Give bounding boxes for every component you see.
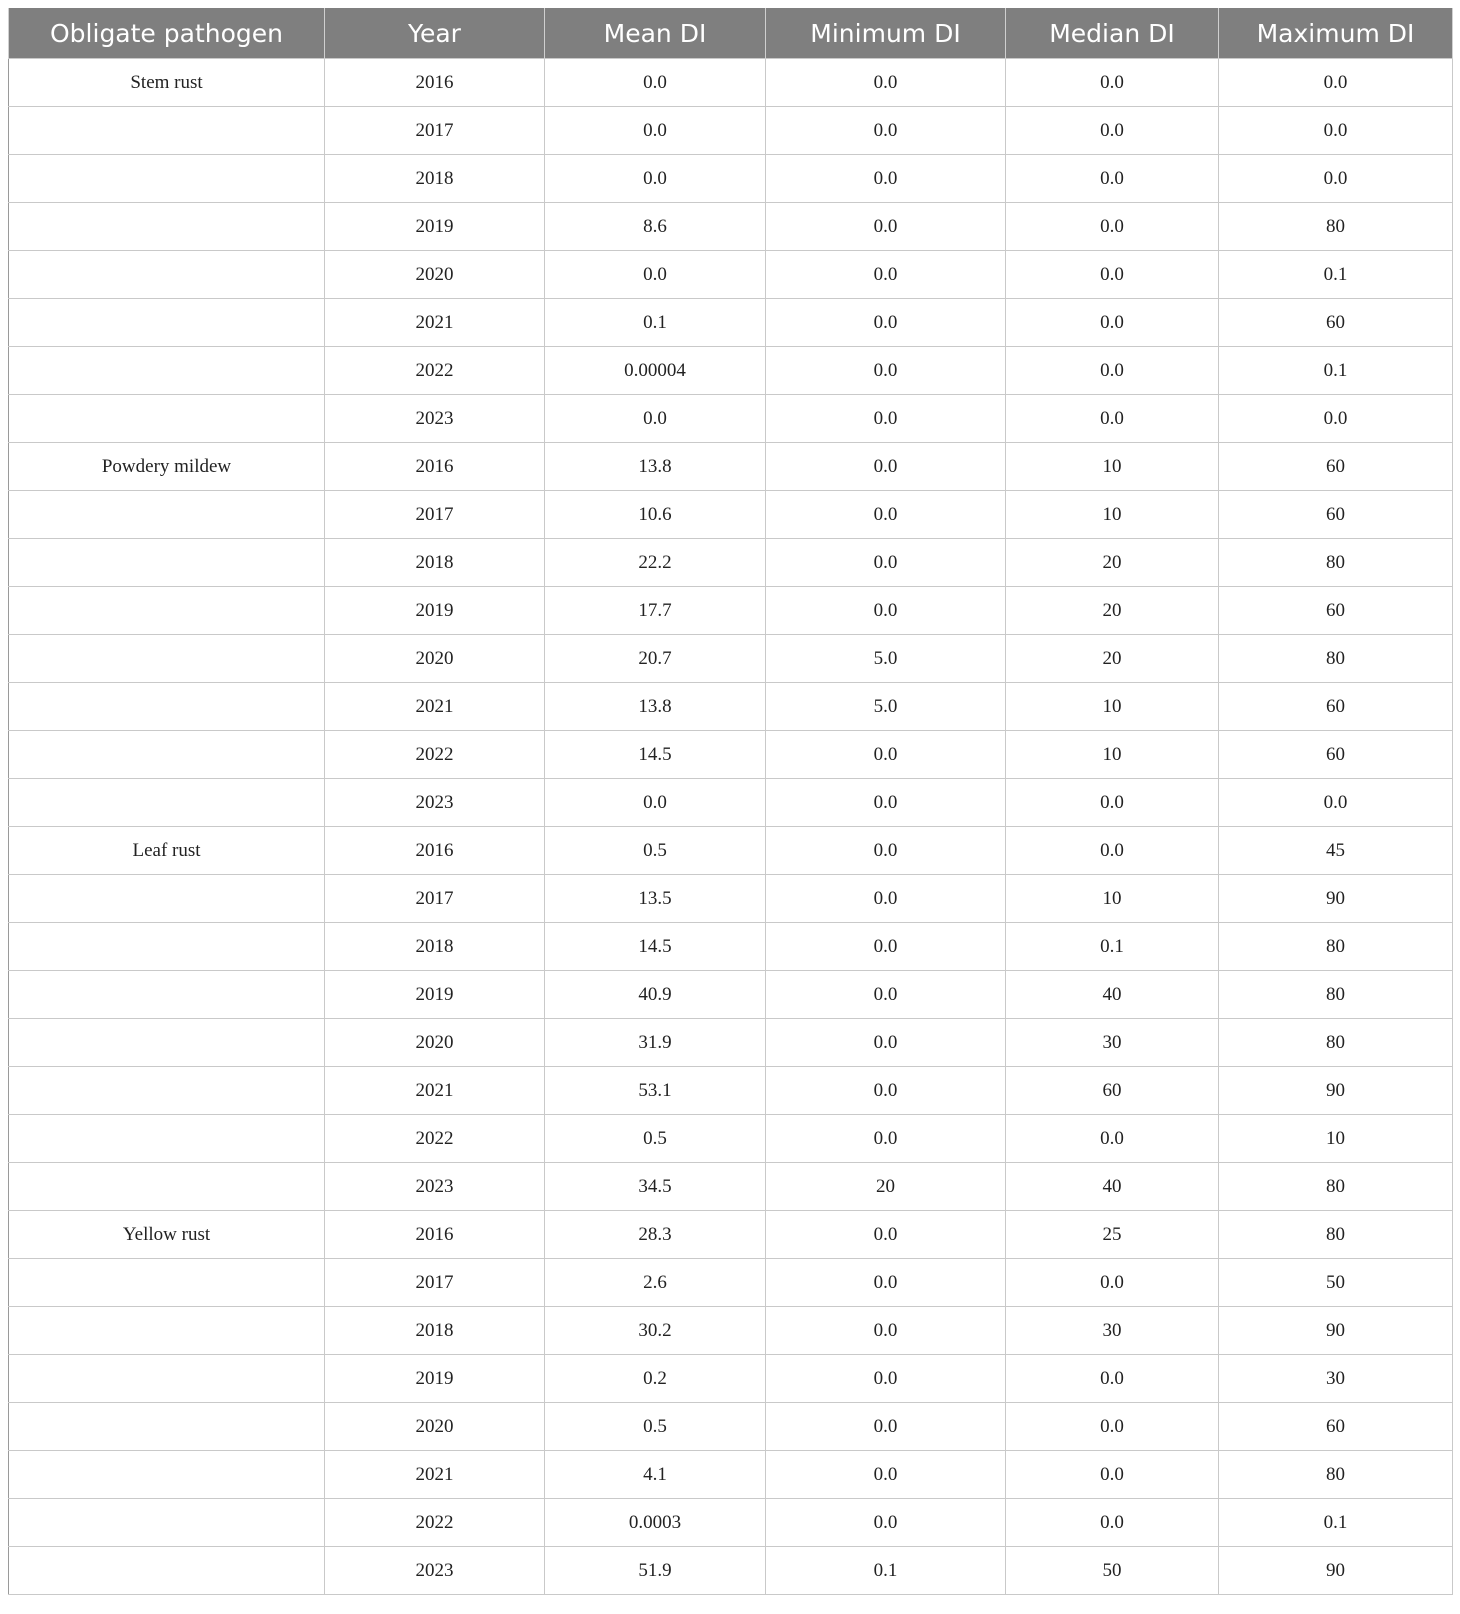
cell-mean-di: 14.5 [545, 731, 766, 779]
cell-year: 2018 [325, 1307, 545, 1355]
cell-median-di: 0.0 [1006, 59, 1219, 107]
cell-pathogen [9, 1115, 325, 1163]
cell-median-di: 0.0 [1006, 107, 1219, 155]
cell-pathogen: Yellow rust [9, 1211, 325, 1259]
cell-minimum-di: 0.1 [766, 1547, 1006, 1595]
cell-maximum-di: 0.0 [1219, 395, 1453, 443]
cell-minimum-di: 0.0 [766, 827, 1006, 875]
cell-maximum-di: 0.1 [1219, 1499, 1453, 1547]
cell-median-di: 0.0 [1006, 1355, 1219, 1403]
cell-minimum-di: 0.0 [766, 539, 1006, 587]
cell-maximum-di: 90 [1219, 1067, 1453, 1115]
header-minimum-di: Minimum DI [766, 8, 1006, 59]
cell-pathogen [9, 1163, 325, 1211]
cell-mean-di: 10.6 [545, 491, 766, 539]
cell-maximum-di: 90 [1219, 1307, 1453, 1355]
cell-year: 2016 [325, 827, 545, 875]
cell-pathogen [9, 203, 325, 251]
cell-median-di: 30 [1006, 1019, 1219, 1067]
cell-maximum-di: 80 [1219, 1451, 1453, 1499]
cell-year: 2020 [325, 251, 545, 299]
cell-minimum-di: 0.0 [766, 923, 1006, 971]
cell-minimum-di: 0.0 [766, 203, 1006, 251]
cell-median-di: 20 [1006, 539, 1219, 587]
cell-maximum-di: 80 [1219, 923, 1453, 971]
cell-minimum-di: 0.0 [766, 875, 1006, 923]
cell-mean-di: 13.8 [545, 683, 766, 731]
cell-year: 2016 [325, 1211, 545, 1259]
cell-maximum-di: 80 [1219, 1211, 1453, 1259]
cell-median-di: 0.0 [1006, 395, 1219, 443]
cell-year: 2016 [325, 443, 545, 491]
cell-maximum-di: 60 [1219, 491, 1453, 539]
cell-pathogen [9, 731, 325, 779]
table-row [9, 1307, 1453, 1355]
cell-maximum-di: 45 [1219, 827, 1453, 875]
table-row [9, 1259, 1453, 1307]
cell-year: 2021 [325, 1067, 545, 1115]
cell-pathogen [9, 299, 325, 347]
table-row [9, 1451, 1453, 1499]
cell-pathogen [9, 491, 325, 539]
table-row [9, 443, 1453, 491]
table-row [9, 539, 1453, 587]
cell-median-di: 0.0 [1006, 347, 1219, 395]
cell-minimum-di: 0.0 [766, 1211, 1006, 1259]
cell-median-di: 10 [1006, 491, 1219, 539]
cell-minimum-di: 5.0 [766, 635, 1006, 683]
cell-minimum-di: 5.0 [766, 683, 1006, 731]
cell-year: 2021 [325, 299, 545, 347]
table-row [9, 1403, 1453, 1451]
cell-mean-di: 31.9 [545, 1019, 766, 1067]
cell-median-di: 10 [1006, 875, 1219, 923]
cell-pathogen [9, 635, 325, 683]
cell-year: 2022 [325, 1115, 545, 1163]
table-row [9, 683, 1453, 731]
cell-mean-di: 0.5 [545, 827, 766, 875]
table-row [9, 59, 1453, 107]
cell-minimum-di: 0.0 [766, 1259, 1006, 1307]
cell-maximum-di: 60 [1219, 731, 1453, 779]
cell-mean-di: 53.1 [545, 1067, 766, 1115]
cell-mean-di: 0.5 [545, 1403, 766, 1451]
cell-year: 2023 [325, 1547, 545, 1595]
cell-mean-di: 34.5 [545, 1163, 766, 1211]
cell-median-di: 0.0 [1006, 1451, 1219, 1499]
cell-year: 2020 [325, 1403, 545, 1451]
table-row [9, 1211, 1453, 1259]
cell-maximum-di: 60 [1219, 1403, 1453, 1451]
cell-mean-di: 0.0 [545, 779, 766, 827]
cell-median-di: 0.0 [1006, 251, 1219, 299]
cell-median-di: 40 [1006, 1163, 1219, 1211]
cell-mean-di: 17.7 [545, 587, 766, 635]
cell-median-di: 0.0 [1006, 203, 1219, 251]
cell-maximum-di: 0.0 [1219, 779, 1453, 827]
cell-year: 2019 [325, 1355, 545, 1403]
table-row [9, 875, 1453, 923]
cell-maximum-di: 80 [1219, 1019, 1453, 1067]
cell-pathogen [9, 683, 325, 731]
table-row [9, 203, 1453, 251]
cell-pathogen [9, 587, 325, 635]
cell-year: 2023 [325, 395, 545, 443]
table-row [9, 1115, 1453, 1163]
table-row [9, 635, 1453, 683]
cell-median-di: 10 [1006, 443, 1219, 491]
cell-pathogen [9, 1019, 325, 1067]
cell-year: 2017 [325, 875, 545, 923]
cell-year: 2020 [325, 635, 545, 683]
cell-median-di: 0.0 [1006, 1115, 1219, 1163]
table-row [9, 299, 1453, 347]
header-obligate-pathogen: Obligate pathogen [9, 8, 325, 59]
header-maximum-di: Maximum DI [1219, 8, 1453, 59]
cell-maximum-di: 0.0 [1219, 107, 1453, 155]
table-row [9, 251, 1453, 299]
cell-pathogen [9, 1547, 325, 1595]
cell-year: 2018 [325, 923, 545, 971]
cell-minimum-di: 0.0 [766, 347, 1006, 395]
cell-median-di: 30 [1006, 1307, 1219, 1355]
cell-pathogen [9, 251, 325, 299]
cell-maximum-di: 0.0 [1219, 59, 1453, 107]
cell-maximum-di: 80 [1219, 971, 1453, 1019]
cell-pathogen [9, 875, 325, 923]
cell-year: 2019 [325, 587, 545, 635]
cell-year: 2018 [325, 539, 545, 587]
cell-mean-di: 0.0 [545, 395, 766, 443]
cell-mean-di: 22.2 [545, 539, 766, 587]
cell-pathogen [9, 155, 325, 203]
table-header-row [9, 8, 1453, 59]
cell-mean-di: 0.0003 [545, 1499, 766, 1547]
cell-minimum-di: 0.0 [766, 731, 1006, 779]
cell-median-di: 0.1 [1006, 923, 1219, 971]
cell-year: 2016 [325, 59, 545, 107]
cell-maximum-di: 80 [1219, 203, 1453, 251]
cell-minimum-di: 0.0 [766, 395, 1006, 443]
cell-pathogen [9, 1259, 325, 1307]
cell-mean-di: 0.2 [545, 1355, 766, 1403]
table-row [9, 107, 1453, 155]
cell-median-di: 0.0 [1006, 299, 1219, 347]
cell-minimum-di: 0.0 [766, 443, 1006, 491]
table-row [9, 1547, 1453, 1595]
cell-year: 2018 [325, 155, 545, 203]
cell-maximum-di: 80 [1219, 1163, 1453, 1211]
cell-mean-di: 28.3 [545, 1211, 766, 1259]
cell-year: 2020 [325, 1019, 545, 1067]
cell-median-di: 20 [1006, 635, 1219, 683]
cell-median-di: 0.0 [1006, 155, 1219, 203]
cell-median-di: 40 [1006, 971, 1219, 1019]
table-row [9, 347, 1453, 395]
cell-median-di: 50 [1006, 1547, 1219, 1595]
cell-pathogen [9, 779, 325, 827]
cell-year: 2019 [325, 971, 545, 1019]
cell-maximum-di: 90 [1219, 1547, 1453, 1595]
table-row [9, 1067, 1453, 1115]
cell-mean-di: 0.0 [545, 155, 766, 203]
table-row [9, 923, 1453, 971]
table-body [9, 59, 1453, 1595]
cell-maximum-di: 0.1 [1219, 347, 1453, 395]
cell-mean-di: 0.0 [545, 59, 766, 107]
table-row [9, 1355, 1453, 1403]
cell-minimum-di: 0.0 [766, 1067, 1006, 1115]
cell-minimum-di: 0.0 [766, 299, 1006, 347]
table-row [9, 587, 1453, 635]
cell-minimum-di: 0.0 [766, 1115, 1006, 1163]
table-row [9, 395, 1453, 443]
table-row [9, 827, 1453, 875]
cell-year: 2017 [325, 491, 545, 539]
cell-pathogen: Stem rust [9, 59, 325, 107]
cell-minimum-di: 0.0 [766, 1403, 1006, 1451]
cell-pathogen [9, 971, 325, 1019]
table-row [9, 1499, 1453, 1547]
cell-pathogen [9, 1307, 325, 1355]
cell-pathogen [9, 395, 325, 443]
cell-median-di: 10 [1006, 731, 1219, 779]
cell-pathogen: Leaf rust [9, 827, 325, 875]
cell-year: 2021 [325, 683, 545, 731]
disease-index-table [8, 8, 1453, 1595]
cell-minimum-di: 0.0 [766, 1307, 1006, 1355]
cell-mean-di: 30.2 [545, 1307, 766, 1355]
cell-minimum-di: 0.0 [766, 587, 1006, 635]
cell-pathogen [9, 1451, 325, 1499]
cell-median-di: 0.0 [1006, 827, 1219, 875]
cell-minimum-di: 0.0 [766, 491, 1006, 539]
cell-median-di: 0.0 [1006, 1499, 1219, 1547]
cell-minimum-di: 0.0 [766, 107, 1006, 155]
cell-pathogen [9, 107, 325, 155]
cell-maximum-di: 0.1 [1219, 251, 1453, 299]
cell-year: 2022 [325, 731, 545, 779]
cell-mean-di: 0.00004 [545, 347, 766, 395]
cell-minimum-di: 0.0 [766, 251, 1006, 299]
cell-minimum-di: 0.0 [766, 779, 1006, 827]
cell-median-di: 10 [1006, 683, 1219, 731]
cell-pathogen [9, 347, 325, 395]
table-row [9, 779, 1453, 827]
cell-mean-di: 0.1 [545, 299, 766, 347]
cell-minimum-di: 0.0 [766, 971, 1006, 1019]
cell-year: 2023 [325, 1163, 545, 1211]
table-row [9, 1163, 1453, 1211]
cell-maximum-di: 10 [1219, 1115, 1453, 1163]
cell-mean-di: 0.5 [545, 1115, 766, 1163]
cell-year: 2021 [325, 1451, 545, 1499]
cell-maximum-di: 90 [1219, 875, 1453, 923]
cell-minimum-di: 0.0 [766, 1355, 1006, 1403]
cell-mean-di: 8.6 [545, 203, 766, 251]
cell-maximum-di: 30 [1219, 1355, 1453, 1403]
cell-pathogen: Powdery mildew [9, 443, 325, 491]
cell-minimum-di: 0.0 [766, 1499, 1006, 1547]
cell-maximum-di: 60 [1219, 443, 1453, 491]
cell-minimum-di: 0.0 [766, 1451, 1006, 1499]
cell-median-di: 25 [1006, 1211, 1219, 1259]
cell-maximum-di: 60 [1219, 299, 1453, 347]
cell-maximum-di: 80 [1219, 635, 1453, 683]
cell-year: 2023 [325, 779, 545, 827]
cell-mean-di: 4.1 [545, 1451, 766, 1499]
cell-median-di: 0.0 [1006, 1259, 1219, 1307]
cell-mean-di: 13.8 [545, 443, 766, 491]
cell-median-di: 20 [1006, 587, 1219, 635]
cell-minimum-di: 20 [766, 1163, 1006, 1211]
cell-pathogen [9, 1499, 325, 1547]
cell-maximum-di: 60 [1219, 587, 1453, 635]
cell-maximum-di: 50 [1219, 1259, 1453, 1307]
cell-median-di: 60 [1006, 1067, 1219, 1115]
cell-maximum-di: 80 [1219, 539, 1453, 587]
cell-mean-di: 0.0 [545, 251, 766, 299]
header-mean-di: Mean DI [545, 8, 766, 59]
cell-minimum-di: 0.0 [766, 155, 1006, 203]
cell-year: 2022 [325, 347, 545, 395]
table-row [9, 731, 1453, 779]
cell-year: 2022 [325, 1499, 545, 1547]
cell-year: 2017 [325, 1259, 545, 1307]
cell-mean-di: 13.5 [545, 875, 766, 923]
cell-year: 2017 [325, 107, 545, 155]
cell-pathogen [9, 923, 325, 971]
cell-median-di: 0.0 [1006, 779, 1219, 827]
cell-maximum-di: 60 [1219, 683, 1453, 731]
cell-pathogen [9, 1355, 325, 1403]
header-median-di: Median DI [1006, 8, 1219, 59]
cell-year: 2019 [325, 203, 545, 251]
cell-mean-di: 2.6 [545, 1259, 766, 1307]
cell-minimum-di: 0.0 [766, 1019, 1006, 1067]
cell-median-di: 0.0 [1006, 1403, 1219, 1451]
cell-maximum-di: 0.0 [1219, 155, 1453, 203]
cell-mean-di: 51.9 [545, 1547, 766, 1595]
cell-mean-di: 14.5 [545, 923, 766, 971]
cell-mean-di: 0.0 [545, 107, 766, 155]
cell-pathogen [9, 1067, 325, 1115]
cell-mean-di: 20.7 [545, 635, 766, 683]
table-row [9, 971, 1453, 1019]
header-year: Year [325, 8, 545, 59]
cell-mean-di: 40.9 [545, 971, 766, 1019]
table-row [9, 155, 1453, 203]
table-row [9, 491, 1453, 539]
cell-pathogen [9, 1403, 325, 1451]
table-row [9, 1019, 1453, 1067]
cell-minimum-di: 0.0 [766, 59, 1006, 107]
cell-pathogen [9, 539, 325, 587]
